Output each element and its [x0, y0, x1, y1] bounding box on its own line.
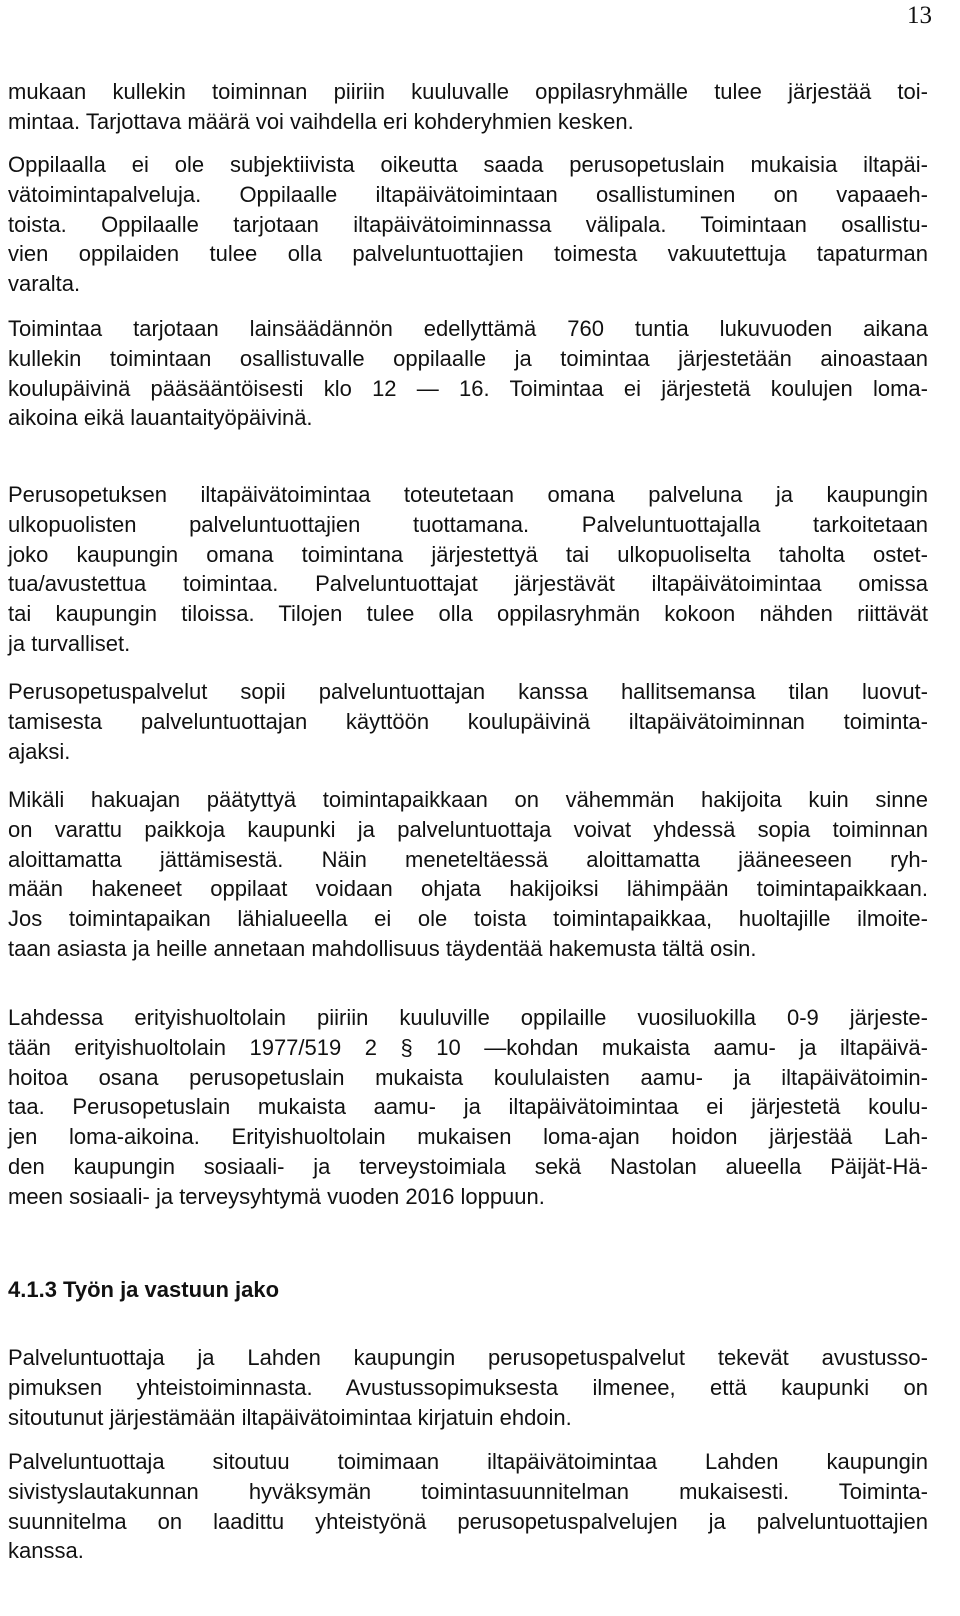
page-number: 13 — [907, 2, 932, 29]
text-line: vien oppilaiden tulee olla palveluntuottajien toimesta vakuutettuja tapaturman — [8, 241, 928, 267]
paragraph — [8, 1447, 928, 1566]
text-line: vätoimintapalveluja. Oppilaalle iltapäivätoimintaan osallistuminen on vapaaeh- — [8, 181, 928, 207]
text-line: pimuksen yhteistoiminnasta. Avustussopimuksesta ilmenee, että kaupunki on — [8, 1374, 928, 1400]
text-line: meen sosiaali- ja terveysyhtymä vuoden 2016 loppuun. — [8, 1183, 545, 1209]
text-line: Mikäli hakuajan päätyttyä toimintapaikkaan on vähemmän hakijoita kuin sinne — [8, 787, 928, 812]
text-line: tua/avustettua toimintaa. Palveluntuottajat järjestävät iltapäivätoimintaa omissa — [8, 571, 928, 597]
text-line: hoitoa osana perusopetuslain mukaista koululaisten aamu- ja iltapäivätoimin- — [8, 1064, 928, 1090]
text-line: on varattu paikkoja kaupunki ja palveluntuottaja voivat yhdessä sopia toiminnan — [8, 816, 928, 842]
paragraph — [8, 77, 928, 137]
text-line: ulkopuolisten palveluntuottajien tuottamana. Palveluntuottajalla tarkoitetaan — [8, 511, 928, 537]
text-line: ajaksi. — [8, 738, 71, 764]
paragraph — [8, 785, 928, 964]
text-line: Jos toimintapaikan lähialueella ei ole toista toimintapaikkaa, huoltajille ilmoite- — [8, 906, 928, 932]
text-line: Palveluntuottaja ja Lahden kaupungin perusopetuspalvelut tekevät avustusso- — [8, 1345, 928, 1370]
paragraph — [8, 480, 928, 659]
text-line: ja turvalliset. — [8, 630, 131, 656]
text-line: joko kaupungin omana toimintana järjestettyä tai ulkopuoliselta taholta ostet- — [8, 541, 928, 567]
text-line: Toimintaa tarjotaan lainsäädännön edellyttämä 760 tuntia lukuvuoden aikana — [8, 316, 928, 341]
text-line: Perusopetuksen iltapäivätoimintaa toteutetaan omana palveluna ja kaupungin — [8, 482, 928, 507]
text-line: mukaan kullekin toiminnan piiriin kuuluvalle oppilasryhmälle tulee järjestää toi- — [8, 79, 928, 104]
text-line: kullekin toimintaan osallistuvalle oppilaalle ja toimintaa järjestetään ainoastaan — [8, 345, 928, 371]
paragraph — [8, 1343, 928, 1432]
text-line: mintaa. Tarjottava määrä voi vaihdella eri kohderyhmien kesken. — [8, 108, 634, 134]
text-line: suunnitelma on laadittu yhteistyönä perusopetuspalvelujen ja palveluntuottajien — [8, 1508, 928, 1534]
text-line: aloittamatta jättämisestä. Näin meneteltäessä aloittamatta jääneeseen ryh- — [8, 846, 928, 872]
text-line: tai kaupungin tiloissa. Tilojen tulee olla oppilasryhmän kokoon nähden riittävät — [8, 601, 928, 627]
text-line: tamisesta palveluntuottajan käyttöön koulupäivinä iltapäivätoiminnan toiminta- — [8, 708, 928, 734]
paragraph — [8, 314, 928, 433]
text-line: sivistyslautakunnan hyväksymän toimintasuunnitelman mukaisesti. Toiminta- — [8, 1478, 928, 1504]
text-line: sitoutunut järjestämään iltapäivätoimintaa kirjatuin ehdoin. — [8, 1404, 572, 1430]
paragraph — [8, 677, 928, 766]
text-line: taa. Perusopetuslain mukaista aamu- ja iltapäivätoimintaa ei järjestetä koulu- — [8, 1094, 928, 1120]
paragraph — [8, 150, 928, 299]
text-line: Lahdessa erityishuoltolain piiriin kuuluville oppilaille vuosiluokilla 0-9 järjeste- — [8, 1005, 928, 1030]
text-line: mään hakeneet oppilaat voidaan ohjata hakijoiksi lähimpään toimintapaikkaan. — [8, 876, 928, 902]
text-line: varalta. — [8, 271, 81, 297]
text-line: Palveluntuottaja sitoutuu toimimaan iltapäivätoimintaa Lahden kaupungin — [8, 1449, 928, 1474]
text-line: taan asiasta ja heille annetaan mahdollisuus täydentää hakemusta tältä osin. — [8, 935, 757, 961]
text-line: den kaupungin sosiaali- ja terveystoimiala sekä Nastolan alueella Päijät-Hä- — [8, 1153, 928, 1179]
text-line: toista. Oppilaalle tarjotaan iltapäivätoiminnassa välipala. Toimintaan osallistu- — [8, 211, 928, 237]
paragraph — [8, 1003, 928, 1212]
text-line: Perusopetuspalvelut sopii palveluntuottajan kanssa hallitsemansa tilan luovut- — [8, 679, 928, 704]
text-line: jen loma-aikoina. Erityishuoltolain mukaisen loma-ajan hoidon järjestää Lah- — [8, 1124, 928, 1150]
text-line: Oppilaalla ei ole subjektiivista oikeutta saada perusopetuslain mukaisia iltapäi- — [8, 152, 928, 177]
text-line: koulupäivinä pääsääntöisesti klo 12 — 16. Toimintaa ei järjestetä koulujen loma- — [8, 375, 928, 401]
text-line: tään erityishuoltolain 1977/519 2 § 10 —kohdan mukaista aamu- ja iltapäivä- — [8, 1034, 928, 1060]
text-line: aikoina eikä lauantaityöpäivinä. — [8, 405, 313, 431]
section-heading: 4.1.3 Työn ja vastuun jako — [8, 1277, 280, 1302]
text-line: kanssa. — [8, 1538, 84, 1564]
